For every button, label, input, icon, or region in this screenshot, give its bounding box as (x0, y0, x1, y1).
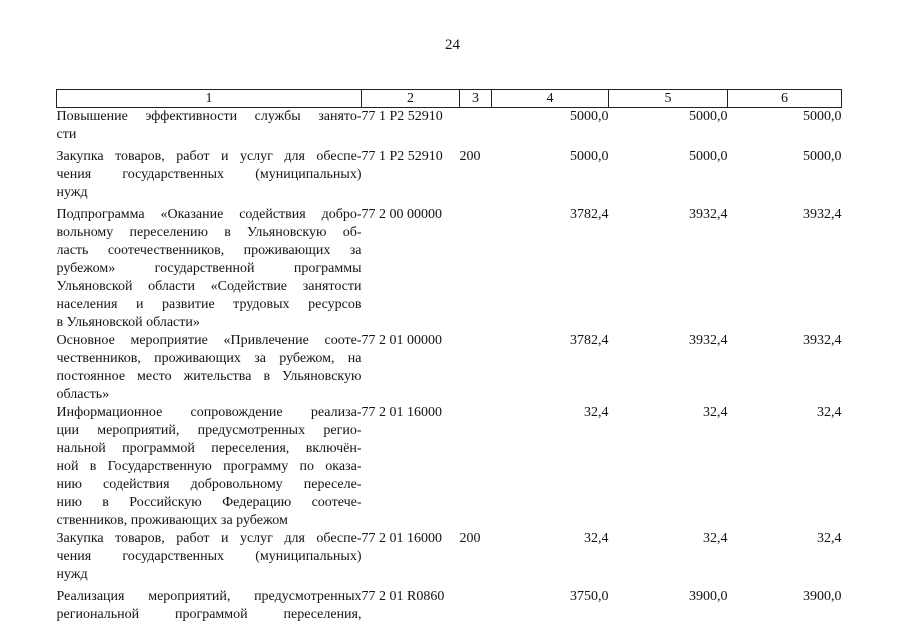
row-value-1: 3782,4 (570, 207, 609, 222)
row-csr: 77 2 01 16000 (361, 405, 442, 420)
row-name-line: региональной программой переселения, (56, 607, 362, 622)
row-value-2: 32,4 (703, 405, 728, 420)
row-name-line: Закупка товаров, работ и услуг для обеспе- (56, 531, 362, 546)
budget-table (56, 89, 842, 624)
row-value-2: 3932,4 (689, 333, 728, 348)
column-header-year-3: 6 (728, 90, 842, 108)
row-value-3: 5000,0 (803, 149, 842, 164)
row-value-1: 5000,0 (570, 149, 609, 164)
row-name-line: нужд (56, 185, 88, 200)
row-name-line: ственников, проживающих за рубежом (56, 513, 288, 528)
row-name-line: ной в Государственную программу по оказа- (56, 459, 362, 474)
row-value-2: 3932,4 (689, 207, 728, 222)
row-name-line: Информационное сопровождение реализа- (56, 405, 362, 420)
column-header-csr: 2 (362, 90, 460, 108)
row-csr: 77 2 01 16000 (361, 531, 442, 546)
row-name-line: нужд (56, 567, 88, 582)
row-name (57, 332, 362, 404)
table-row (57, 206, 842, 332)
row-value-3: 32,4 (817, 405, 842, 420)
row-value-1: 32,4 (584, 531, 609, 546)
row-csr: 77 1 Р2 52910 (361, 109, 443, 124)
column-header-name: 1 (57, 90, 362, 108)
row-value-1: 3782,4 (570, 333, 609, 348)
row-name (57, 108, 362, 149)
row-name-line: нию содействия добровольному переселе- (56, 477, 362, 492)
row-value-1: 32,4 (584, 405, 609, 420)
row-name-line: сти (56, 127, 77, 142)
table-row (57, 588, 842, 624)
row-value-2: 32,4 (703, 531, 728, 546)
page-number: 24 (445, 37, 460, 53)
row-value-2: 3900,0 (689, 589, 728, 604)
row-vr: 200 (459, 149, 481, 164)
row-csr: 77 2 01 00000 (361, 333, 442, 348)
table-row (57, 148, 842, 206)
table-row (57, 404, 842, 530)
table-row (57, 530, 842, 588)
row-name-line: нию в Российскую Федерацию соотече- (56, 495, 362, 510)
row-name-line: населения и развитие трудовых ресурсов (56, 297, 362, 312)
row-name-line: ласть соотечественников, проживающих за (56, 243, 362, 258)
row-name-line: Реализация мероприятий, предусмотренных (56, 589, 362, 604)
row-name (57, 530, 362, 588)
row-value-3: 3932,4 (803, 333, 842, 348)
row-value-3: 3932,4 (803, 207, 842, 222)
row-value-1: 5000,0 (570, 109, 609, 124)
column-header-vr: 3 (460, 90, 492, 108)
row-name (57, 206, 362, 332)
row-name-line: нальной программой переселения, включён- (56, 441, 362, 456)
row-name-line: рубежом» государственной программы (56, 261, 362, 276)
row-vr (460, 588, 492, 624)
row-vr (460, 206, 492, 332)
row-name (57, 148, 362, 206)
row-name-line: Основное мероприятие «Привлечение сооте- (56, 333, 362, 348)
table-row (57, 108, 842, 149)
row-value-2: 5000,0 (689, 149, 728, 164)
row-name-line: ции мероприятий, предусмотренных регио- (56, 423, 362, 438)
row-name-line: вольному переселению в Ульяновскую об- (56, 225, 362, 240)
row-name-line: Закупка товаров, работ и услуг для обеспе- (56, 149, 362, 164)
row-name-line: область» (56, 387, 110, 402)
row-vr: 200 (459, 531, 481, 546)
row-name-line: в Ульяновской области» (56, 315, 200, 330)
row-name (57, 404, 362, 530)
header-row (57, 90, 842, 108)
row-name-line: чения государственных (муниципальных) (56, 167, 362, 182)
row-vr (460, 332, 492, 404)
row-value-3: 32,4 (817, 531, 842, 546)
table-row (57, 332, 842, 404)
row-value-1: 3750,0 (570, 589, 609, 604)
row-name-line: чения государственных (муниципальных) (56, 549, 362, 564)
row-csr: 77 1 Р2 52910 (361, 149, 443, 164)
row-name-line: Ульяновской области «Содействие занятости (56, 279, 362, 294)
row-vr (460, 108, 492, 149)
row-value-2: 5000,0 (689, 109, 728, 124)
row-name (57, 588, 362, 624)
row-name-line: Повышение эффективности службы занято- (56, 109, 362, 124)
row-vr (460, 404, 492, 530)
row-csr: 77 2 00 00000 (361, 207, 442, 222)
row-csr: 77 2 01 R0860 (361, 589, 445, 604)
row-name-line: Подпрограмма «Оказание содействия добро- (56, 207, 362, 222)
row-name-line: чественников, проживающих за рубежом, на (56, 351, 362, 366)
column-header-year-1: 4 (492, 90, 609, 108)
column-header-year-2: 5 (609, 90, 728, 108)
row-name-line: постоянное место жительства в Ульяновскую (56, 369, 362, 384)
row-value-3: 5000,0 (803, 109, 842, 124)
row-value-3: 3900,0 (803, 589, 842, 604)
